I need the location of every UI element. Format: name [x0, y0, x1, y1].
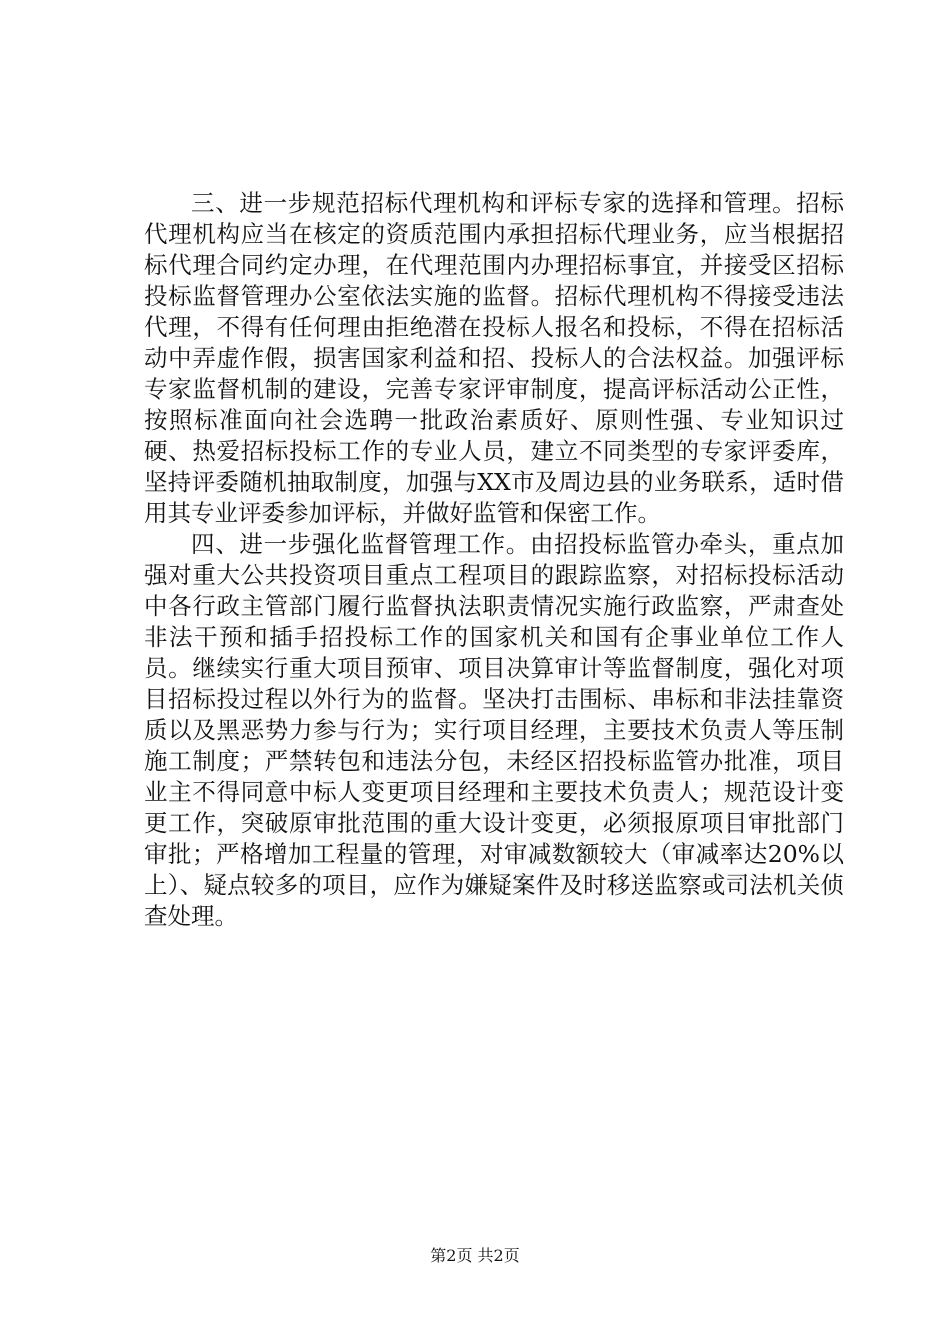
- document-body: [144, 188, 844, 932]
- page-footer: 第2页 共2页: [430, 1246, 520, 1265]
- paragraph-section-four: 四、进一步强化监督管理工作。由招投标监管办牵头，重点加强对重大公共投资项目重点工程项目的跟踪监察，对招标投标活动中各行政主管部门履行监督执法职责情况实施行政监察，严肃查处非法干预和插手招投标工作的国家机关和国有企事业单位工作人员。继续实行重大项目预审、项目决算审计等监督制度，强化对项目招标投过程以外行为的监督。坚决打击围标、串标和非法挂靠资质以及黑恶势力参与行为；实行项目经理，主要技术负责人等压制施工制度；严禁转包和违法分包，未经区招投标监管办批准，项目业主不得同意中标人变更项目经理和主要技术负责人；规范设计变更工作，突破原审批范围的重大设计变更，必须报原项目审批部门审批；严格增加工程量的管理，对审减数额较大（审减率达20%以上）、疑点较多的项目，应作为嫌疑案件及时移送监察或司法机关侦查处理。: [144, 530, 844, 930]
- paragraph-section-three: 三、进一步规范招标代理机构和评标专家的选择和管理。招标代理机构应当在核定的资质范围内承担招标代理业务，应当根据招标代理合同约定办理，在代理范围内办理招标事宜，并接受区招标投标监督管理办公室依法实施的监督。招标代理机构不得接受违法代理，不得有任何理由拒绝潜在投标人报名和投标，不得在招标活动中弄虚作假，损害国家利益和招、投标人的合法权益。加强评标专家监督机制的建设，完善专家评审制度，提高评标活动公正性，按照标准面向社会选聘一批政治素质好、原则性强、专业知识过硬、热爱招标投标工作的专业人员，建立不同类型的专家评委库，坚持评委随机抽取制度，加强与XX市及周边县的业务联系，适时借用其专业评委参加评标，并做好监管和保密工作。: [144, 189, 844, 527]
